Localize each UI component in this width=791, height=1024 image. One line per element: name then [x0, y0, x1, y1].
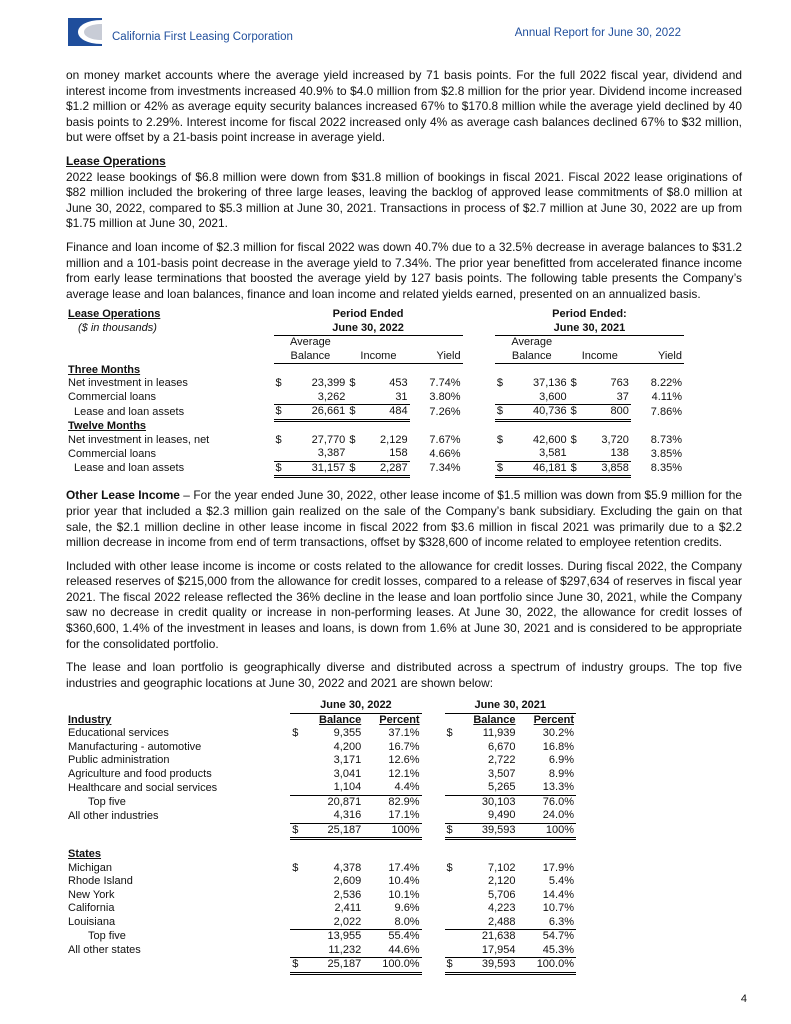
col-yield: Yield: [410, 350, 463, 364]
table-row: Manufacturing - automotive 4,200 16.7% 6,670 16.8%: [68, 740, 574, 753]
col-balance: Balance: [319, 713, 362, 726]
col-percent: Percent: [533, 713, 574, 726]
period-2-header: June 30, 2021: [495, 322, 684, 336]
col-percent: Percent: [379, 713, 420, 726]
col-average: Average: [290, 336, 331, 349]
table-subtitle: ($ in thousands): [78, 322, 157, 335]
portfolio-table: [66, 699, 576, 975]
period-2-header: June 30, 2021: [445, 699, 576, 713]
report-title: Annual Report for June 30, 2022: [514, 27, 681, 39]
table-row-total: Lease and loan assets $ 26,661 $ 484 7.26% $ 40,736 $ 800 7.86%: [66, 405, 684, 421]
period-1-header: June 30, 2022: [290, 699, 421, 713]
table-row: New York 2,536 10.1% 5,706 14.4%: [68, 888, 574, 901]
table-row-total: $ 25,187 100% $ 39,593 100%: [66, 823, 576, 839]
col-income: Income: [347, 350, 409, 364]
twelve-months-heading: Twelve Months: [68, 420, 147, 433]
page-header: [0, 0, 791, 55]
company-logo-icon: [68, 18, 102, 46]
col-balance: Balance: [495, 350, 569, 364]
table-row: Michigan $ 4,378 17.4% $ 7,102 17.9%: [68, 861, 574, 874]
table-row: Rhode Island 2,609 10.4% 2,120 5.4%: [68, 875, 574, 888]
table-row: Net investment in leases $ 23,399 $ 453 7.74% $ 37,136 $ 763 8.22%: [68, 377, 682, 390]
table-row-subtotal: Top five 20,871 82.9% 30,103 76.0%: [88, 795, 574, 808]
table-row: Louisiana 2,022 8.0% 2,488 6.3%: [68, 915, 574, 929]
table-row: California 2,411 9.6% 4,223 10.7%: [68, 902, 574, 915]
three-months-heading: Three Months: [68, 363, 141, 376]
table-row: All other industries 4,316 17.1% 9,490 24.0%: [68, 809, 574, 822]
page-content: [66, 68, 742, 975]
table-row: Healthcare and social services 1,104 4.4% 5,265 13.3%: [68, 781, 574, 794]
lease-operations-table: [66, 308, 684, 478]
twelve-months-rows: [66, 434, 684, 477]
table-row: Net investment in leases, net $ 27,770 $ 2,129 7.67% $ 42,600 $ 3,720 8.73%: [68, 433, 682, 446]
states-heading: States: [68, 848, 102, 861]
table-row: All other states 11,232 44.6% 17,954 45.3%: [68, 943, 574, 957]
col-average: Average: [511, 336, 553, 349]
company-name: California First Leasing Corporation: [112, 31, 293, 43]
table-row-total: $ 25,187 100.0% $ 39,593 100.0%: [66, 958, 576, 974]
table-row: Commercial loans 3,387 158 4.66% 3,581 138 3.85%: [68, 447, 682, 460]
table-row-total: Lease and loan assets $ 31,157 $ 2,287 7.34% $ 46,181 $ 3,858 8.35%: [66, 461, 684, 477]
paragraph-investment-income: on money market accounts where the average yield increased by 71 basis points. For the full 2022 fiscal year, dividend and interest income from investments increased 40.9% to $4.0 million from $2.8 million for the prior year. Dividend income increased $1.2 million or 42% as average equity security balances increased 67% to $170.8 million while the average yield declined by 40 basis points to 2.29%. Interest income for fiscal 2022 increased only 4% as average cash balances declined 67% to $32 million, but were offset by a 21-basis point increase in average yield.: [66, 68, 742, 145]
section-heading-lease-operations: Lease Operations: [66, 153, 166, 168]
table-row: Public administration 3,171 12.6% 2,722 6.9%: [68, 754, 574, 767]
col-balance: Balance: [473, 713, 516, 726]
paragraph-other-lease-income: Other Lease Income – For the year ended June 30, 2022, other lease income of $1.5 million was down from $5.9 million for the prior year that included a $2.3 million gain realized on the sale of the Company’s bank subsidiary. Excluding the gain on that sale, the $2.1 million decline in other lease income in fiscal 2022 from $3.6 million in fiscal 2021 was primarily due to a $2.2 million decrease in income from end of term transactions, offset by $328,600 of income related to employee retention credits.: [66, 488, 742, 550]
page-number: 4: [740, 993, 747, 1005]
paragraph-lease-bookings: 2022 lease bookings of $6.8 million were down from $31.8 million of bookings in fiscal 2021. Fiscal 2022 lease originations of $82 million included the brokering of three large leases, leaving the backlog of approved lease commitments of $8.0 million at June 30, 2022, compared to $5.3 million at June 30, 2021. Transactions in process of $2.7 million at June 30, 2022 are up from $1.75 million at June 30, 2021.: [66, 169, 742, 231]
period-label-1: Period Ended: [332, 308, 404, 321]
col-income: Income: [569, 350, 631, 364]
period-label-2: Period Ended:: [552, 308, 627, 321]
table-row: Agriculture and food products 3,041 12.1% 3,507 8.9%: [68, 767, 574, 780]
table-row: Commercial loans 3,262 31 3.80% 3,600 37 4.11%: [68, 390, 682, 404]
col-yield: Yield: [631, 350, 684, 364]
paragraph-portfolio-intro: The lease and loan portfolio is geographically diverse and distributed across a spectrum of industry groups. The top five industries and geographic locations at June 30, 2022 and 2021 are shown below:: [66, 660, 742, 690]
table-title: Lease Operations: [68, 308, 161, 321]
industry-heading: Industry: [68, 713, 112, 726]
table-row-subtotal: Top five 13,955 55.4% 21,638 54.7%: [88, 930, 574, 943]
table-row: Educational services $ 9,355 37.1% $ 11,939 30.2%: [68, 727, 574, 740]
paragraph-lead: Other Lease Income: [66, 488, 180, 503]
paragraph-credit-losses: Included with other lease income is income or costs related to the allowance for credit losses. During fiscal 2022, the Company released reserves of $215,000 from the allowance for credit losses, compared to a release of $297,634 of reserves in fiscal year 2021. The fiscal 2022 release reflected the 36% decline in the lease and loan portfolio since June 30, 2021, while the Company saw no decrease in credit quality or increase in non-performing leases. At June 30, 2022, the allowance for credit losses of $360,600, 1.4% of the investment in leases and loans, is down from 1.6% at June 30, 2021 and is considered to be appropriate for the consolidated portfolio.: [66, 558, 742, 651]
three-months-rows: [66, 377, 684, 420]
period-1-header: June 30, 2022: [274, 322, 463, 336]
col-balance: Balance: [274, 350, 348, 364]
paragraph-finance-income: Finance and loan income of $2.3 million for fiscal 2022 was down 40.7% due to a 32.5% decrease in average balances to $31.2 million and a 101-basis point decrease in the average yield to 7.34%. The prior year benefitted from accelerated finance income from early lease terminations that boosted the average yield by 127 basis points. The following table presents the Company’s average lease and loan balances, finance and loan income and related yields earned, presented on an annualized basis.: [66, 239, 742, 301]
